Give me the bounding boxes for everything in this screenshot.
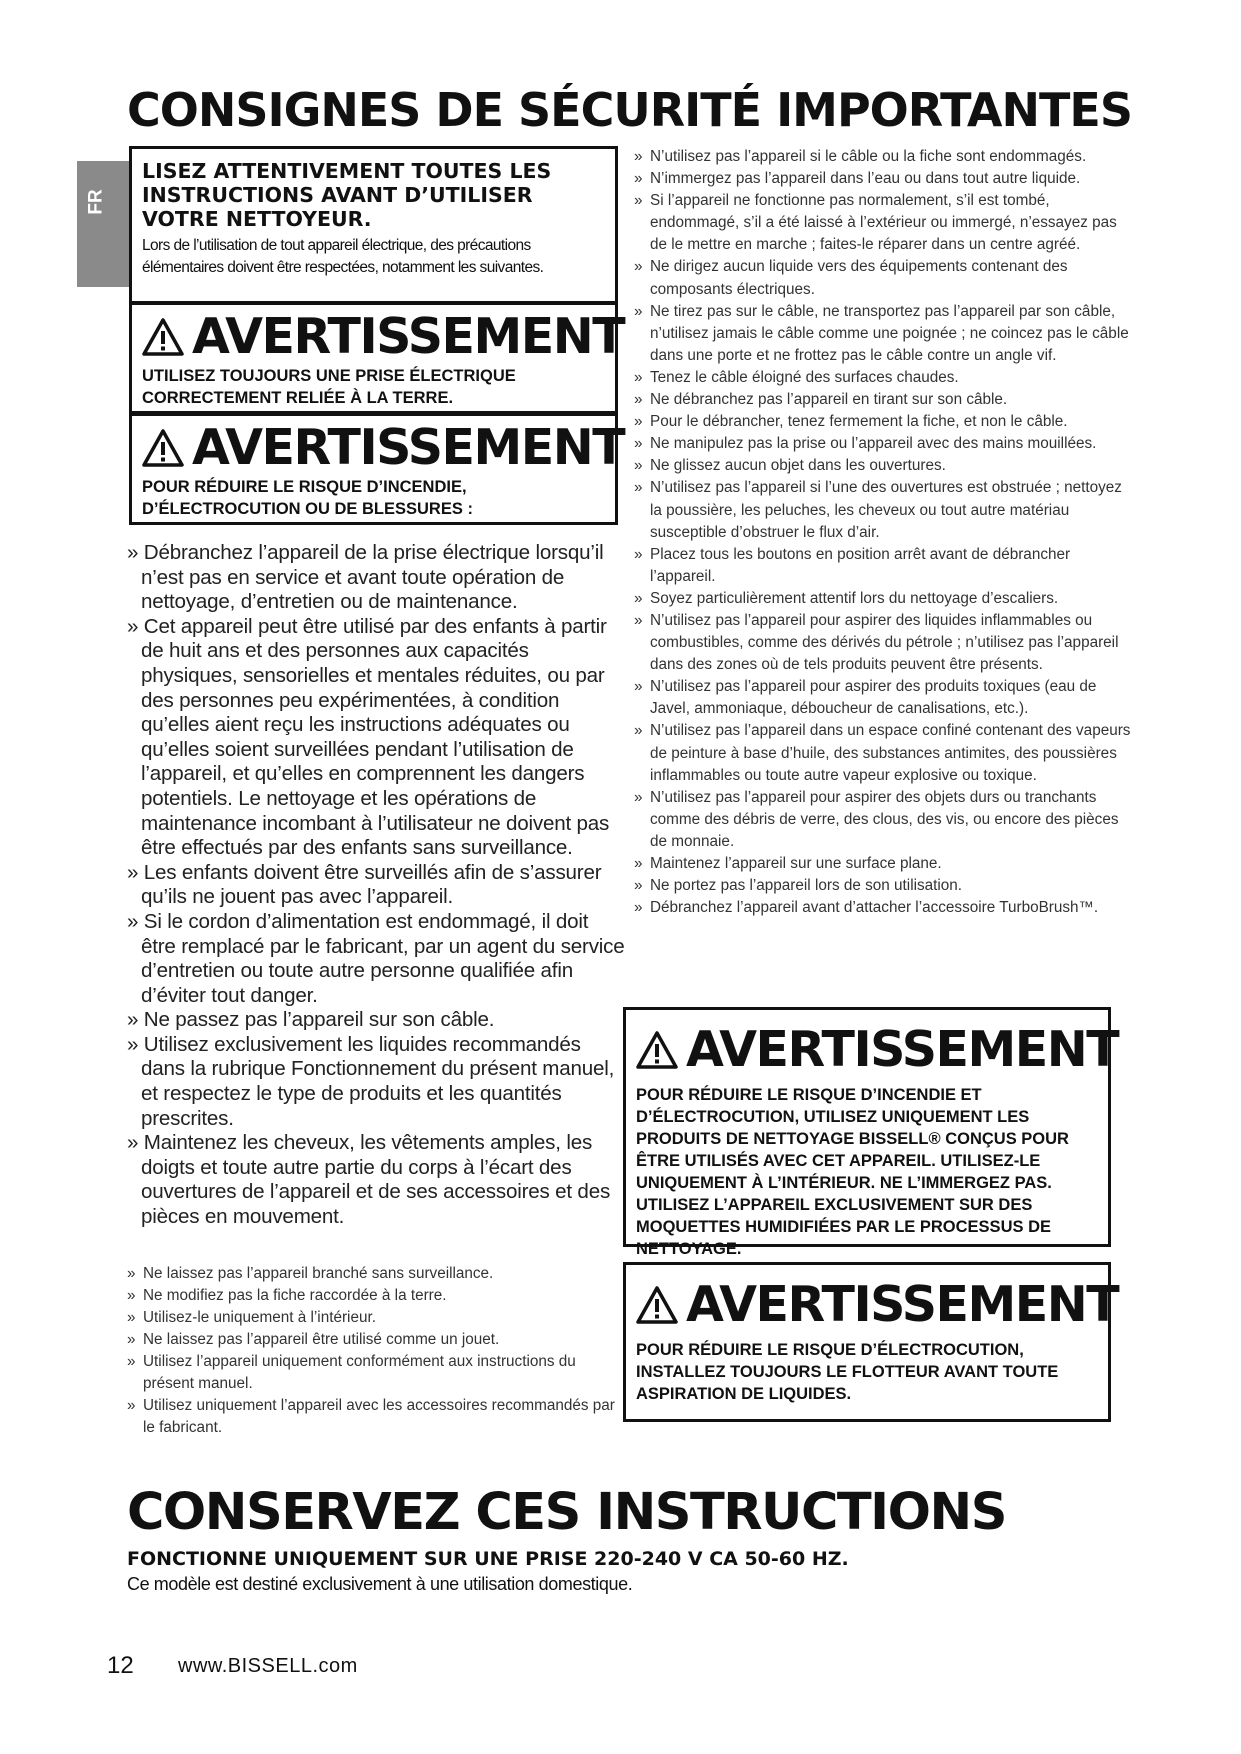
save-instructions-heading: CONSERVEZ CES INSTRUCTIONS (127, 1483, 1006, 1542)
warning-text: UTILISEZ TOUJOURS UNE PRISE ÉLECTRIQUE CORRECTEMENT RELIÉE À LA TERRE. (142, 367, 516, 407)
warning-triangle-icon (142, 428, 184, 468)
list-item: » Si l’appareil ne fonctionne pas normalement, s’il est tombé, endommagé, s’il a été laissé à l’extérieur ou immergé, n’essayez pas de le mettre en marche ; faites-le réparer dans un centre agréé. (634, 190, 1134, 256)
list-item: » Ne passez pas l’appareil sur son câble. (127, 1008, 627, 1033)
warning-triangle-icon (142, 317, 184, 357)
warning-box-fire (129, 413, 625, 525)
list-item: » Maintenez les cheveux, les vêtements amples, les doigts et toute autre partie du corps à l’écart des ouvertures de l’appareil et de ses accessoires et des pièces en mouvement. (127, 1131, 627, 1229)
list-item: » Ne débranchez pas l’appareil en tirant sur son câble. (634, 389, 1134, 411)
intro-body: Lors de l’utilisation de tout appareil électrique, des précautions élémentaires doivent être respectées, notamment les suivantes. (142, 237, 544, 276)
list-item: » N’utilisez pas l’appareil si l’une des ouvertures est obstruée ; nettoyez la poussière, les peluches, les cheveux ou tout autre matériau susceptible d’obstruer le flux d’air. (634, 477, 1134, 543)
left-small-safety-list (127, 1263, 627, 1439)
language-tab (77, 161, 135, 287)
list-item: » Débranchez l’appareil de la prise électrique lorsqu’il n’est pas en service et avant toute opération de nettoyage, d’entretien ou de maintenance. (127, 541, 627, 615)
list-item: » Débranchez l’appareil avant d’attacher l’accessoire TurboBrush™. (634, 897, 1134, 919)
warning-label: AVERTISSEMENT (686, 1021, 1119, 1078)
page-title: CONSIGNES DE SÉCURITÉ IMPORTANTES (127, 83, 1132, 137)
list-item: » Si le cordon d’alimentation est endommagé, il doit être remplacé par le fabricant, par un agent du service d’entretien ou toute autre personne qualifiée afin d’éviter tout danger. (127, 910, 627, 1008)
list-item: » Ne laissez pas l’appareil être utilisé comme un jouet. (127, 1329, 627, 1351)
warning-label: AVERTISSEMENT (686, 1276, 1119, 1333)
warning-text: POUR RÉDUIRE LE RISQUE D’ÉLECTROCUTION, INSTALLEZ TOUJOURS LE FLOTTEUR AVANT TOUTE ASPIRATION DE LIQUIDES. (636, 1341, 1059, 1403)
warning-text: POUR RÉDUIRE LE RISQUE D’INCENDIE ET D’ÉLECTROCUTION, UTILISEZ UNIQUEMENT LES PRODUITS DE NETTOYAGE BISSELL® CONÇUS POUR ÊTRE UTILISÉS AVEC CET APPAREIL. UTILISEZ-LE UNIQUEMENT À L’INTÉRIEUR. NE L’IMMERGEZ PAS. UTILISEZ L’APPAREIL EXCLUSIVEMENT SUR DES MOQUETTES HUMIDIFIÉES PAR LE PROCESSUS DE NETTOYAGE. (636, 1086, 1069, 1258)
page-number: 12 (107, 1652, 134, 1679)
list-item: » Ne modifiez pas la fiche raccordée à la terre. (127, 1285, 627, 1307)
list-item: » N’utilisez pas l’appareil dans un espace confiné contenant des vapeurs de peinture à base d’huile, des substances antimites, des poussières inflammables ou toute autre vapeur explosive ou toxique. (634, 720, 1134, 786)
website-link[interactable]: www.BISSELL.com (178, 1655, 358, 1677)
list-item: » Les enfants doivent être surveillés afin de s’assurer qu’ils ne jouent pas avec l’appareil. (127, 861, 627, 910)
warning-box-ground (129, 302, 625, 414)
list-item: » Cet appareil peut être utilisé par des enfants à partir de huit ans et des personnes aux capacités physiques, sensorielles et mentales réduites, ou par des personnes peu expérimentées, à condition qu’elles aient reçu les instructions adéquates ou qu’elles soient surveillées pendant l’utilisation de l’appareil, et qu’elles en comprennent les dangers potentiels. Le nettoyage et les opérations de maintenance incombant à l’utilisateur ne doivent pas être effectués par des enfants sans surveillance. (127, 615, 627, 861)
language-label: FR (85, 189, 107, 215)
left-safety-list (127, 541, 627, 1230)
list-item: » Soyez particulièrement attentif lors du nettoyage d’escaliers. (634, 588, 1134, 610)
warning-label: AVERTISSEMENT (192, 308, 625, 365)
list-item: » Utilisez l’appareil uniquement conformément aux instructions du présent manuel. (127, 1351, 627, 1395)
list-item: » Ne portez pas l’appareil lors de son utilisation. (634, 875, 1134, 897)
list-item: » Utilisez-le uniquement à l’intérieur. (127, 1307, 627, 1329)
list-item: » Utilisez exclusivement les liquides recommandés dans la rubrique Fonctionnement du présent manuel, et respectez le type de produits et les quantités prescrites. (127, 1033, 627, 1131)
list-item: » N’utilisez pas l’appareil pour aspirer des objets durs ou tranchants comme des débris de verre, des clous, des vis, ou encore des pièces de monnaie. (634, 787, 1134, 853)
list-item: » Placez tous les boutons en position arrêt avant de débrancher l’appareil. (634, 544, 1134, 588)
right-safety-list (634, 146, 1134, 919)
intro-heading: LISEZ ATTENTIVEMENT TOUTES LES INSTRUCTIONS AVANT D’UTILISER VOTRE NETTOYEUR. (142, 159, 552, 231)
list-item: » Pour le débrancher, tenez fermement la fiche, et non le câble. (634, 411, 1134, 433)
list-item: » Utilisez uniquement l’appareil avec les accessoires recommandés par le fabricant. (127, 1395, 627, 1439)
list-item: » N’immergez pas l’appareil dans l’eau ou dans tout autre liquide. (634, 168, 1134, 190)
warning-label: AVERTISSEMENT (192, 419, 625, 476)
warning-triangle-icon (636, 1030, 678, 1070)
list-item: » Tenez le câble éloigné des surfaces chaudes. (634, 367, 1134, 389)
list-item: » N’utilisez pas l’appareil pour aspirer des liquides inflammables ou combustibles, comme des dérivés du pétrole ; n’utilisez pas l’appareil dans des zones où de tels produits peuvent être présents. (634, 610, 1134, 676)
intro-box (129, 146, 618, 304)
list-item: » Ne laissez pas l’appareil branché sans surveillance. (127, 1263, 627, 1285)
list-item: » Ne tirez pas sur le câble, ne transportez pas l’appareil par son câble, n’utilisez jamais le câble comme une poignée ; ne coincez pas le câble dans une porte et ne frottez pas le câble contre un angle vif. (634, 301, 1134, 367)
domestic-use-notice: Ce modèle est destiné exclusivement à une utilisation domestique. (127, 1574, 633, 1594)
list-item: » N’utilisez pas l’appareil pour aspirer des produits toxiques (eau de Javel, ammoniaque, déboucheur de canalisations, etc.). (634, 676, 1134, 720)
warning-triangle-icon (636, 1285, 678, 1325)
list-item: » N’utilisez pas l’appareil si le câble ou la fiche sont endommagés. (634, 146, 1134, 168)
list-item: » Ne dirigez aucun liquide vers des équipements contenant des composants électriques. (634, 256, 1134, 300)
warning-text: POUR RÉDUIRE LE RISQUE D’INCENDIE, D’ÉLECTROCUTION OU DE BLESSURES : (142, 478, 473, 518)
voltage-notice: FONCTIONNE UNIQUEMENT SUR UNE PRISE 220-240 V CA 50-60 HZ. (127, 1548, 849, 1570)
list-item: » Ne glissez aucun objet dans les ouvertures. (634, 455, 1134, 477)
list-item: » Ne manipulez pas la prise ou l’appareil avec des mains mouillées. (634, 433, 1134, 455)
warning-box-float (623, 1262, 1119, 1422)
warning-box-products (623, 1007, 1119, 1258)
list-item: » Maintenez l’appareil sur une surface plane. (634, 853, 1134, 875)
